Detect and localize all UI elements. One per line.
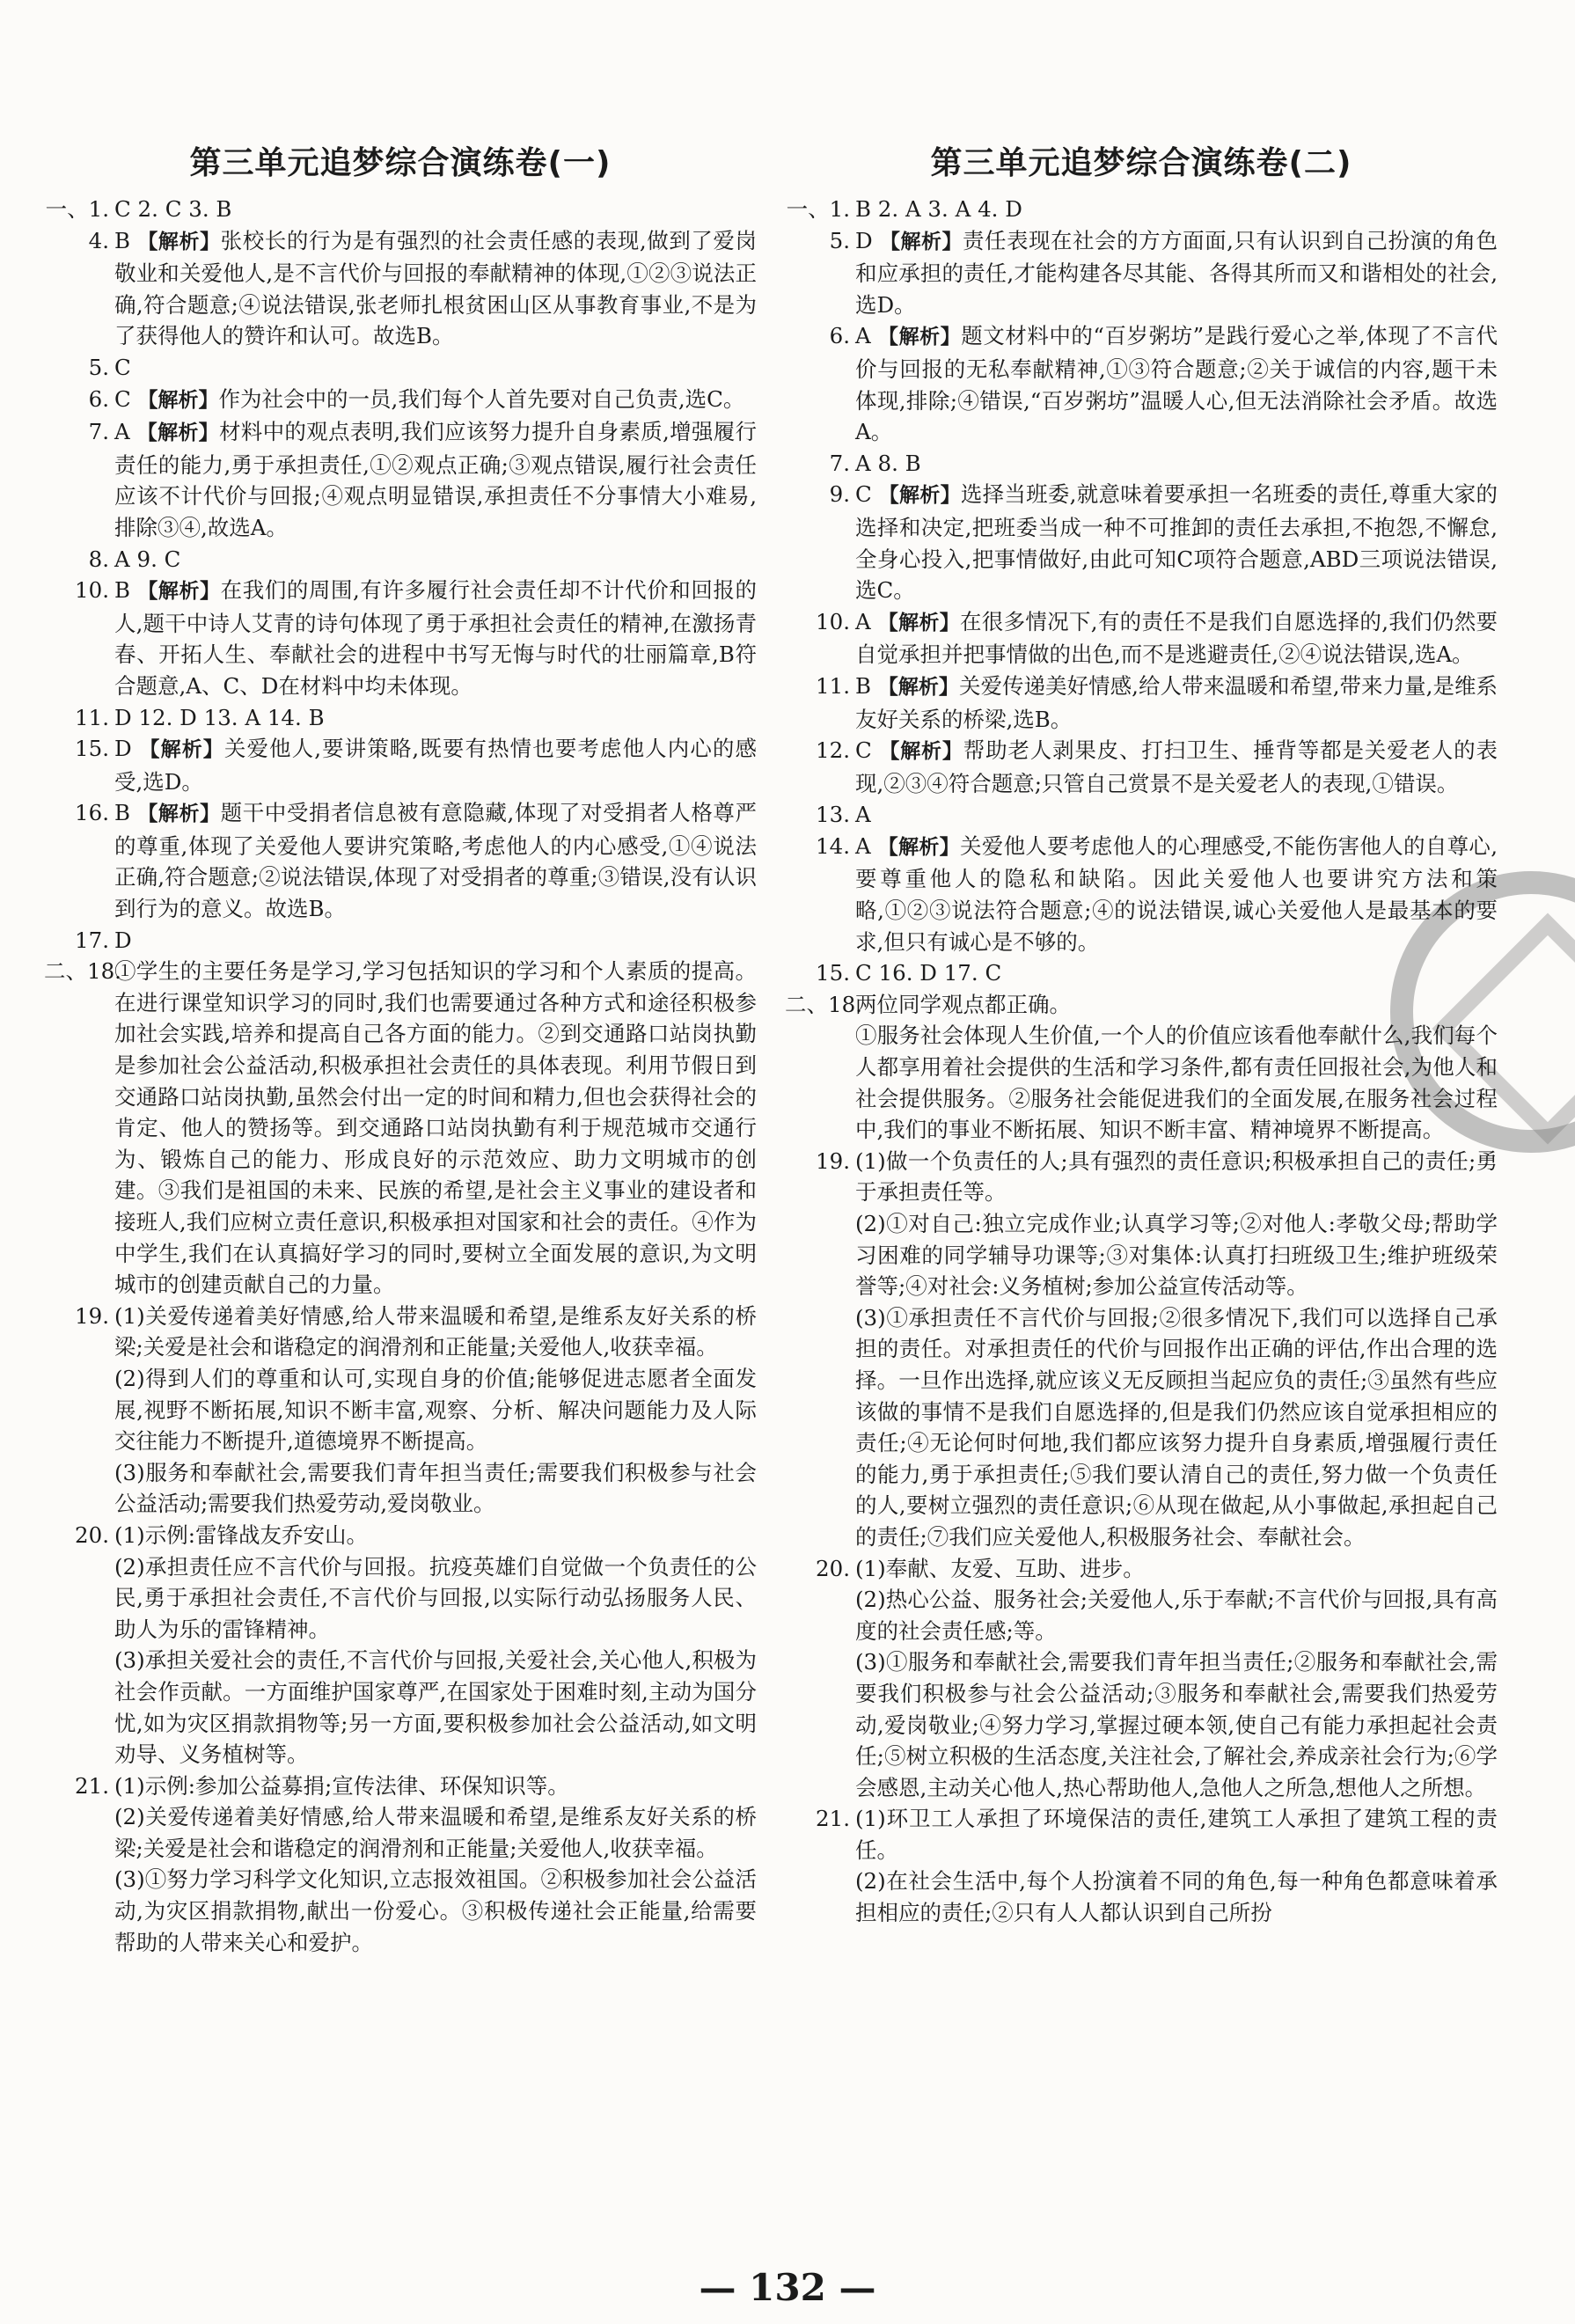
page-number: — 132 — (699, 2266, 876, 2309)
answer-text: D 【解析】关爱他人,要讲策略,既要有热情也要考虑他人内心的感受,选D。 (114, 736, 758, 795)
question-number: 一、1. (786, 196, 850, 222)
analysis-tag: 【解析】 (137, 230, 221, 253)
answer-item (785, 225, 1498, 321)
answer-item (44, 733, 757, 797)
answer-item (44, 1301, 757, 1363)
answer-text: (1)示例:参加公益募捐;宣传法律、环保知识等。 (114, 1772, 569, 1799)
answer-text: (1)关爱传递着美好情感,给人带来温暖和希望,是维系友好关系的桥梁;关爱是社会和谐稳定的润滑剂和正能量;关爱他人,收获幸福。 (114, 1302, 757, 1360)
analysis-tag: 【解析】 (137, 803, 221, 826)
answer-item (44, 544, 757, 576)
answer-subpart: (2)热心公益、服务社会;关爱他人,乐于奉献;不言代价与回报,具有高度的社会责任感;等。 (855, 1587, 1498, 1644)
answer-text: C 16. D 17. C (855, 960, 1002, 986)
question-number: 16. (75, 800, 109, 826)
question-number: 15. (75, 736, 109, 762)
answer-subpart: (3)①承担责任不言代价与回报;②很多情况下,我们可以选择自己承担的责任。对承担责任的代价与回报作出正确的评估,作出合理的选择。一旦作出选择,就应该义无反顾担当起应负的责任;③虽然有些应该做的事情不是我们自愿选择的,但是我们仍然应该自觉承担相应的责任;④无论何时何地,我们都应该努力提升自身素质,增强履行责任的能力,勇于承担责任;⑤我们要认清自己的责任,努力做一个负责任的人,要树立强烈的责任意识;⑥从现在做起,从小事做起,承担起自己的责任;⑦我们应关爱他人,积极服务社会、奉献社会。 (855, 1304, 1498, 1550)
question-number: 8. (88, 546, 109, 572)
answer-subpart: ①服务社会体现人生价值,一个人的价值应该看他奉献什么,我们每个人都享用着社会提供的生活和学习条件,都有责任回报社会,为他人和社会提供服务。②服务社会能促进我们的全面发展,在服务社会过程中,我们的事业不断拓展、知识不断丰富、精神境界不断提高。 (855, 1023, 1498, 1143)
question-number: 15. (816, 960, 850, 986)
analysis-tag: 【解析】 (877, 675, 959, 699)
answer-item (44, 956, 757, 1301)
answer-item (44, 575, 757, 701)
question-number: 5. (829, 227, 850, 253)
answer-text: ①学生的主要任务是学习,学习包括知识的学习和个人素质的提高。在进行课堂知识学习的同时,我们也需要通过各种方式和途径积极参加社会实践,培养和提高自己各方面的能力。②到交通路口站岗执勤是参加社会公益活动,积极承担社会责任的具体表现。利用节假日到交通路口站岗执勤,虽然会付出一定的时间和精力,但也会获得社会的肯定、他人的赞扬等。到交通路口站岗执勤有利于规范城市交通行为、锻炼自己的能力、形成良好的示范效应、助力文明城市的创建。③我们是祖国的未来、民族的希望,是社会主义事业的建设者和接班人,我们应树立责任意识,积极承担对国家和社会的责任。④作为中学生,我们在认真搞好学习的同时,要树立全面发展的意识,为文明城市的创建贡献自己的力量。 (114, 958, 757, 1298)
answer-text: C 【解析】作为社会中的一员,我们每个人首先要对自己负责,选C。 (114, 385, 745, 412)
answer-text: A 【解析】题文材料中的“百岁粥坊”是践行爱心之举,体现了不言代价与回报的无私奉献精神,①③符合题意;②关于诚信的内容,题干未体现,排除;④错误,“百岁粥坊”温暖人心,但无法消除社会矛盾。故选A。 (855, 323, 1498, 445)
question-number: 19. (816, 1147, 850, 1174)
answer-item (44, 797, 757, 924)
answer-text: C 【解析】帮助老人剥果皮、打扫卫生、捶背等都是关爱老人的表现,②③④符合题意;只管自己赏景不是关爱老人的表现,①错误。 (855, 737, 1498, 796)
analysis-tag: 【解析】 (878, 484, 961, 508)
answer-text: D (114, 927, 132, 953)
answer-subpart: (2)承担责任应不言代价与回报。抗疫英雄们自觉做一个负责任的公民,勇于承担社会责任,不言代价与回报,以实际行动弘扬服务人民、助人为乐的雷锋精神。 (114, 1553, 757, 1642)
question-number: 19. (75, 1302, 109, 1329)
question-number: 21. (75, 1772, 109, 1799)
question-number: 20. (75, 1521, 109, 1548)
answer-item (44, 1520, 757, 1551)
answer-text: (1)做一个负责任的人;具有强烈的责任意识;积极承担自己的责任;勇于承担责任等。 (855, 1147, 1498, 1206)
answer-item (44, 194, 757, 225)
question-number: 11. (75, 704, 109, 730)
answer-text: C 【解析】选择当班委,就意味着要承担一名班委的责任,尊重大家的选择和决定,把班委当成一种不可推卸的责任去承担,不抱怨,不懈怠,全身心投入,把事情做好,由此可知C项符合题意,ABD三项说法错误,选C。 (855, 481, 1498, 604)
answer-text: A 9. C (114, 546, 181, 572)
analysis-tag: 【解析】 (137, 388, 219, 412)
question-number: 一、1. (45, 196, 109, 222)
question-number: 10. (816, 608, 850, 634)
question-number: 6. (829, 323, 850, 349)
answer-text: B 【解析】在我们的周围,有许多履行社会责任却不计代价和回报的人,题干中诗人艾青的诗句体现了勇于承担社会责任的精神,在激扬青春、开拓人生、奉献社会的进程中书写无悔与时代的壮丽篇章,B符合题意,A、C、D在材料中均未体现。 (114, 577, 757, 699)
answer-text: A 【解析】在很多情况下,有的责任不是我们自愿选择的,我们仍然要自觉承担并把事情做的出色,而不是逃避责任,②④说法错误,选A。 (855, 608, 1498, 668)
answer-subpart: (3)服务和奉献社会,需要我们青年担当责任;需要我们积极参与社会公益活动;需要我们热爱劳动,爱岗敬业。 (114, 1459, 757, 1517)
answer-subpart: (3)①服务和奉献社会,需要我们青年担当责任;②服务和奉献社会,需要我们积极参与社会公益活动;③服务和奉献社会,需要我们热爱劳动,爱岗敬业;④努力学习,掌握过硬本领,使自己有能力承担起社会责任;⑤树立积极的生活态度,关注社会,了解社会,养成亲社会行为;⑥学会感恩,主动关心他人,热心帮助他人,急他人之所急,想他人之所想。 (855, 1649, 1498, 1800)
answer-text: A (855, 802, 871, 828)
question-number: 二、18. (44, 958, 121, 985)
answer-item (785, 799, 1498, 831)
answer-item (44, 1770, 757, 1802)
left-column-title: 第三单元追梦综合演练卷(一) (189, 145, 612, 181)
answer-item (785, 1146, 1498, 1208)
answer-text: A 【解析】材料中的观点表明,我们应该努力提升自身素质,增强履行责任的能力,勇于承担责任,①②观点正确;③观点错误,履行社会责任应该不计代价与回报;④观点明显错误,承担责任不分事情大小难易,排除③④,故选A。 (114, 419, 758, 540)
answer-text: (1)环卫工人承担了环境保洁的责任,建筑工人承担了建筑工程的责任。 (855, 1806, 1498, 1863)
answer-item (785, 606, 1498, 671)
analysis-tag: 【解析】 (879, 740, 963, 764)
question-number: 5. (88, 354, 109, 380)
question-number: 6. (88, 385, 109, 412)
answer-item (785, 479, 1498, 605)
answer-item (44, 925, 757, 957)
question-number: 9. (829, 481, 850, 508)
answer-text: D 12. D 13. A 14. B (114, 704, 325, 730)
question-number: 7. (88, 419, 109, 445)
answer-item (785, 1553, 1498, 1585)
answer-text: (1)示例:雷锋战友乔安山。 (114, 1521, 368, 1548)
answer-subpart: (2)得到人们的尊重和认可,实现自身的价值;能够促进志愿者全面发展,视野不断拓展,知识不断丰富,观察、分析、解决问题能力及人际交往能力不断提升,道德境界不断提高。 (114, 1365, 757, 1455)
question-number: 10. (75, 577, 109, 604)
question-number: 14. (816, 832, 850, 859)
question-number: 21. (816, 1806, 850, 1832)
answer-item (785, 957, 1498, 989)
answer-item (44, 702, 757, 734)
question-number: 17. (75, 927, 109, 953)
answer-subpart: (2)关爱传递着美好情感,给人带来温暖和希望,是维系友好关系的桥梁;关爱是社会和谐稳定的润滑剂和正能量;关爱他人,收获幸福。 (114, 1804, 757, 1861)
right-column (785, 146, 1498, 1929)
answer-subpart: (2)在社会生活中,每个人扮演着不同的角色,每一种角色都意味着承担相应的责任;②只有人人都认识到自己所扮 (855, 1868, 1498, 1926)
question-number: 11. (816, 672, 850, 699)
answer-subpart: (2)①对自己:独立完成作业;认真学习等;②对他人:孝敬父母;帮助学习困难的同学辅导功课等;③对集体:认真打扫班级卫生;维护班级荣誉等;④对社会:义务植树;参加公益宣传活动等。 (855, 1211, 1498, 1300)
analysis-tag: 【解析】 (879, 230, 963, 253)
question-number: 4. (88, 227, 109, 253)
question-number: 7. (829, 450, 850, 476)
answer-text: 两位同学观点都正确。 (855, 991, 1071, 1017)
right-answer-list (785, 194, 1498, 1929)
answer-item (785, 194, 1498, 225)
answer-text: (1)奉献、友爱、互助、进步。 (855, 1555, 1145, 1581)
analysis-tag: 【解析】 (877, 611, 960, 634)
answer-text: B 【解析】张校长的行为是有强烈的社会责任感的表现,做到了爱岗敬业和关爱他人,是不言代价与回报的奉献精神的体现,①②③说法正确,符合题意;④说法错误,张老师扎根贫困山区从事教育事业,不是为了获得他人的赞许和认可。故选B。 (114, 227, 757, 349)
right-column-title: 第三单元追梦综合演练卷(二) (930, 145, 1352, 181)
analysis-tag: 【解析】 (137, 580, 221, 604)
question-number: 二、18. (785, 991, 862, 1017)
analysis-tag: 【解析】 (877, 835, 960, 859)
left-answer-list (44, 194, 757, 1958)
answer-text: B 【解析】题干中受捐者信息被有意隐藏,体现了对受捐者人格尊严的尊重,体现了关爱他人要讲究策略,考虑他人的内心感受,①④说法正确,符合题意;②说法错误,体现了对受捐者的尊重;③错误,没有认识到行为的意义。故选B。 (114, 800, 757, 922)
answer-item (785, 831, 1498, 957)
question-number: 13. (816, 802, 850, 828)
question-number: 12. (816, 737, 850, 764)
answer-text: B 2. A 3. A 4. D (855, 196, 1022, 222)
answer-item (785, 448, 1498, 480)
question-number: 20. (816, 1555, 850, 1581)
answer-item (44, 225, 757, 352)
answer-text: C (114, 354, 131, 380)
answer-subpart: (3)①努力学习科学文化知识,立志报效祖国。②积极参加社会公益活动,为灾区捐款捐物,献出一份爱心。③积极传递社会正能量,给需要帮助的人带来关心和爱护。 (114, 1866, 757, 1955)
answer-subpart: (3)承担关爱社会的责任,不言代价与回报,关爱社会,关心他人,积极为社会作贡献。一方面维护国家尊严,在国家处于困难时刻,主动为国分忧,如为灾区捐款捐物等;另一方面,要积极参加社会公益活动,如文明劝导、义务植树等。 (114, 1647, 757, 1768)
answer-item (785, 671, 1498, 735)
answer-item (785, 320, 1498, 447)
answer-item (44, 384, 757, 417)
answer-text: A 8. B (855, 450, 921, 476)
answer-text: A 【解析】关爱他人要考虑他人的心理感受,不能伤害他人的自尊心,要尊重他人的隐私和缺陷。因此关爱他人也要讲究方法和策略,①②③说法符合题意;④的说法错误,诚心关爱他人是最基本的要求,但只有诚心是不够的。 (855, 832, 1498, 955)
analysis-tag: 【解析】 (136, 422, 219, 445)
left-column (44, 146, 757, 1958)
answer-text: B 【解析】关爱传递美好情感,给人带来温暖和希望,带来力量,是维系友好关系的桥梁,选B。 (855, 672, 1498, 732)
answer-item (785, 735, 1498, 799)
answer-item (44, 352, 757, 384)
answer-text: D 【解析】责任表现在社会的方方面面,只有认识到自己扮演的角色和应承担的责任,才能构建各尽其能、各得其所而又和谐相处的社会,选D。 (855, 227, 1498, 318)
answer-item (785, 1803, 1498, 1866)
analysis-tag: 【解析】 (878, 326, 962, 349)
answer-item (785, 989, 1498, 1021)
answer-item (44, 416, 757, 543)
analysis-tag: 【解析】 (139, 738, 224, 762)
answer-text: C 2. C 3. B (114, 196, 232, 222)
